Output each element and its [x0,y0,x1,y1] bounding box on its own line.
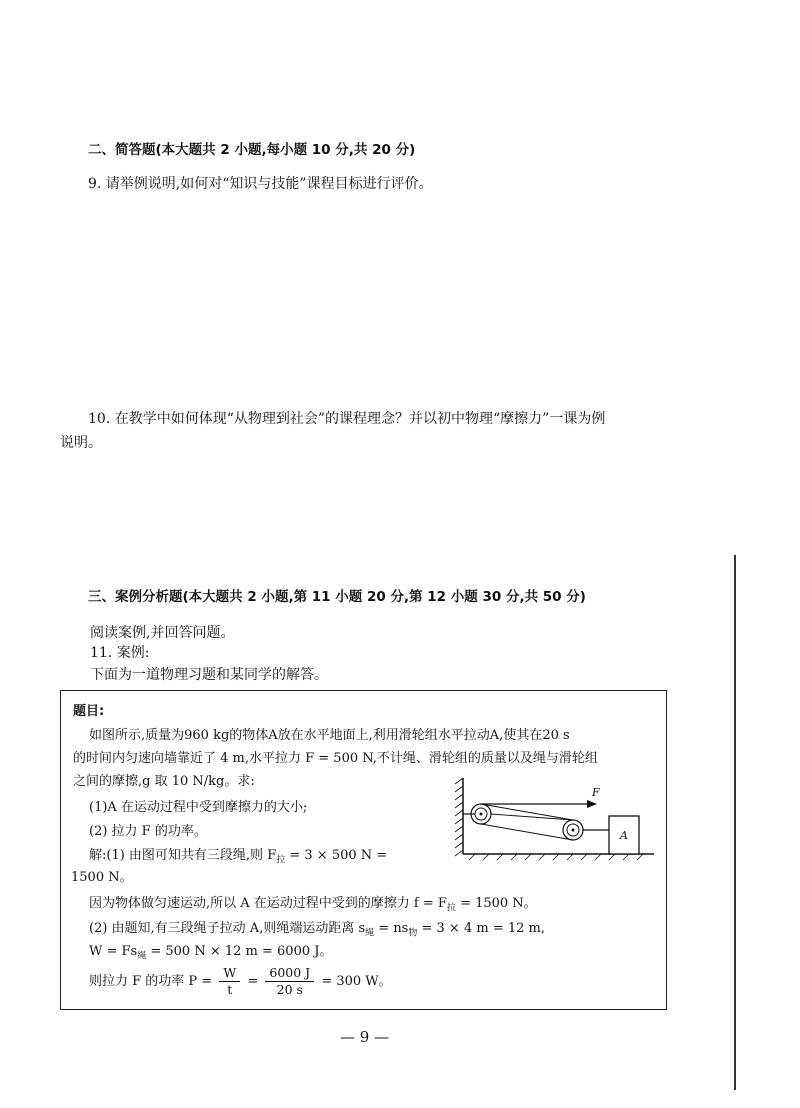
question-11-description: 下面为一道物理习题和某同学的解答。 [90,667,328,683]
question-11-label: 11. 案例: [90,645,150,661]
sub-question-1: (1)A 在运动过程中受到摩擦力的大小; [89,800,308,815]
case-line-1: 如图所示,质量为960 kg的物体A放在水平地面上,利用滑轮组水平拉动A,使其在20 s [89,728,570,743]
question-9: 9. 请举例说明,如何对“知识与技能”课程目标进行评价。 [88,176,433,192]
case-box [60,690,667,1010]
question-10-line-1: 10. 在教学中如何体现“从物理到社会”的课程理念？并以初中物理“摩擦力”一课为例 [88,411,606,427]
section-3-intro: 阅读案例,并回答问题。 [90,625,235,641]
case-line-3: 之间的摩擦,g 取 10 N/kg。求: [73,774,255,789]
pulley-diagram [449,776,659,866]
page-number: — 9 — [340,1028,390,1046]
solution-line-2: 1500 N。 [71,870,133,885]
solution-line-5: $W = Fs_绳 = 500$ N × 12 m = 6000 J。 [89,944,333,962]
case-line-2: 的时间内匀速向墙靠近了 4 m,水平拉力 F = 500 N,不计绳、滑轮组的质量以及绳与滑轮组 [73,751,598,766]
force-label: F [592,786,600,799]
section-2-heading: 二、简答题(本大题共 2 小题,每小题 10 分,共 20 分) [88,142,416,158]
sub-question-2: (2) 拉力 F 的功率。 [89,824,207,839]
scan-edge-line [734,555,736,1090]
fraction-6000-over-20: $\frac{6000 J}{20 s}$ [265,965,314,998]
solution-line-4: (2) 由题知,有三段绳子拉动 A,则绳端运动距离 $s_绳 = ns_物 = 3 \times 4$ m = 12 m, [89,921,545,939]
case-title: 题目: [73,704,105,719]
solution-line-3: 因为物体做匀速运动,所以 A 在运动过程中受到的摩擦力 $f = F_拉 = 1500$ N。 [89,896,537,914]
section-3-heading: 三、案例分析题(本大题共 2 小题,第 11 小题 20 分,第 12 小题 30 分,共 50 分) [88,589,586,605]
block-label: A [620,829,628,842]
fraction-w-over-t: $\frac{W}{t}$ [219,965,240,998]
question-10-line-2: 说明。 [60,435,102,451]
solution-line-6: 则拉力 F 的功率 P = $\frac{W}{t}$ = $\frac{6000 J}{20 s}$ = 300 W。 [89,965,392,997]
solution-line-1: 解:(1) 由图可知共有三段绳,则 $F_拉 = 3 \times 500$ N = [89,848,388,866]
